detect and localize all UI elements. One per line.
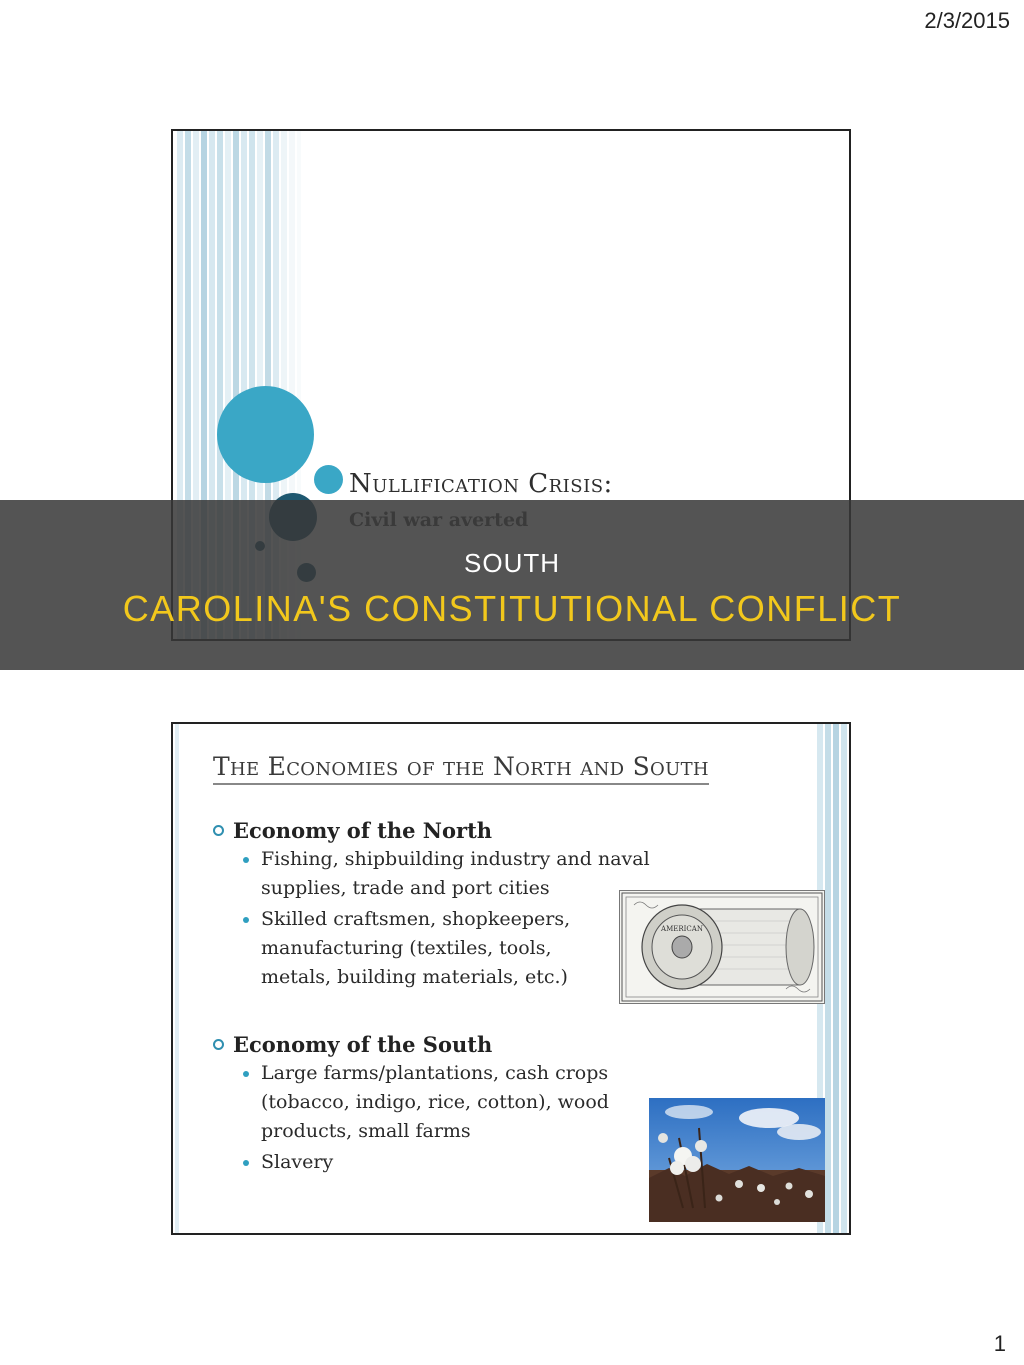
south-bullet-list — [213, 1059, 653, 1177]
spool-label: AMERICAN — [661, 925, 703, 933]
banner-line-2: CAROLINA'S CONSTITUTIONAL CONFLICT — [122, 588, 902, 629]
list-item: Slavery — [239, 1148, 653, 1177]
north-bullet-list — [213, 845, 653, 992]
south-heading-text: Economy of the South — [233, 1032, 493, 1057]
north-economy-section — [213, 818, 653, 994]
title-banner — [0, 500, 1024, 670]
list-item: Fishing, shipbuilding industry and naval supplies, trade and port cities — [239, 845, 653, 903]
decorative-stripe — [833, 724, 839, 1233]
south-heading — [213, 1032, 653, 1057]
cotton-plant-icon — [649, 1098, 825, 1222]
page-date: 2/3/2015 — [924, 8, 1010, 33]
decorative-stripe — [841, 724, 847, 1233]
decorative-stripe — [175, 724, 179, 1233]
slide1-title: Nullification Crisis: — [349, 469, 613, 499]
north-heading-text: Economy of the North — [233, 818, 493, 843]
list-item: Large farms/plantations, cash crops (tobacco, indigo, rice, cotton), wood products, small farms — [239, 1059, 641, 1146]
north-heading — [213, 818, 653, 843]
slide2-title: The Economies of the North and South — [213, 752, 709, 785]
list-item: Skilled craftsmen, shopkeepers, manufacturing (textiles, tools, metals, building materials, etc.) — [239, 905, 591, 992]
page-number: 1 — [993, 1331, 1006, 1356]
thread-spool-image — [619, 890, 825, 1004]
cotton-field-image — [649, 1098, 825, 1222]
small-teal-circle — [314, 465, 343, 494]
ring-bullet-icon — [213, 1039, 224, 1050]
decorative-stripe — [825, 724, 831, 1233]
banner-line-1: SOUTH — [464, 548, 560, 578]
ring-bullet-icon — [213, 825, 224, 836]
south-economy-section — [213, 1032, 653, 1179]
thread-spool-icon — [620, 891, 824, 1003]
large-teal-circle — [217, 386, 314, 483]
slide-economies — [171, 722, 851, 1235]
